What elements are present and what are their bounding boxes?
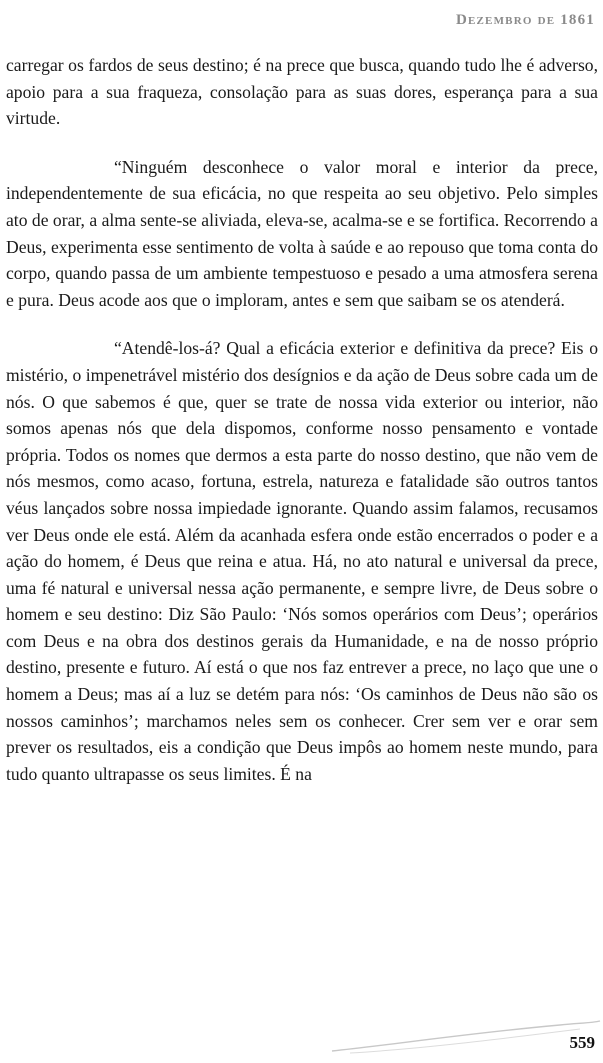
running-head: Dezembro de 1861 — [455, 12, 595, 28]
paragraph-1: carregar os fardos de seus destino; é na prece que busca, quando tudo lhe é adverso, apoio para a sua fraqueza, consolação para as suas dores, esperança para a sua virtude. — [6, 55, 598, 129]
page-footer — [0, 1013, 603, 1063]
paragraph-2: “Ninguém desconhece o valor moral e interior da prece, independentemente de sua eficácia, no que respeita ao seu objetivo. Pelo simples ato de orar, a alma sente-se aliviada, eleva-se, acalma-se e se fortifica. Recorrendo a Deus, experimenta esse sentimento de volta à saúde e ao repouso que toma conta do corpo, quando passa de um ambiente tempestuoso e pesado a uma atmosfera serena e pura. Deus acode aos que o imploram, antes e sem que saibam se os atenderá. — [6, 156, 598, 310]
page-number: 559 — [569, 1033, 595, 1052]
page-body — [6, 52, 598, 787]
decorative-swoosh-icon — [330, 1015, 603, 1055]
paragraph-3: “Atendê-los-á? Qual a eficácia exterior e definitiva da prece? Eis o mistério, o impenetrável mistério dos desígnios e da ação de Deus sobre cada um de nós. O que sabemos é que, quer se trate de nossa vida exterior ou interior, não somos apenas nós que dela dispomos, conforme nosso pensamento e vontade própria. Todos os nomes que dermos a esta parte do nosso destino, que não vem de nós mesmos, como acaso, fortuna, estrela, natureza e fatalidade são outros tantos véus lançados sobre nossa impiedade ignorante. Quando assim falamos, recusamos ver Deus onde ele está. Além da acanhada esfera onde estão encerrados o poder e a ação do homem, é Deus que reina e atua. Há, no ato natural e universal da prece, uma fé natural e universal nessa ação permanente, e sempre livre, de Deus sobre o homem e seu destino: Diz São Paulo: ‘Nós somos operários com Deus’; operários com Deus e na obra dos destinos gerais da Humanidade, e na de nosso próprio destino, presente e futuro. Aí está o que nos faz entrever a prece, no laço que une o homem a Deus; mas aí a luz se detém para nós: ‘Os caminhos de Deus não são os nossos caminhos’; marchamos neles sem os conhecer. Crer sem ver e orar sem prever os resultados, eis a condição que Deus impôs ao homem neste mundo, para tudo quanto ultrapasse os seus limites. É na — [6, 338, 598, 784]
